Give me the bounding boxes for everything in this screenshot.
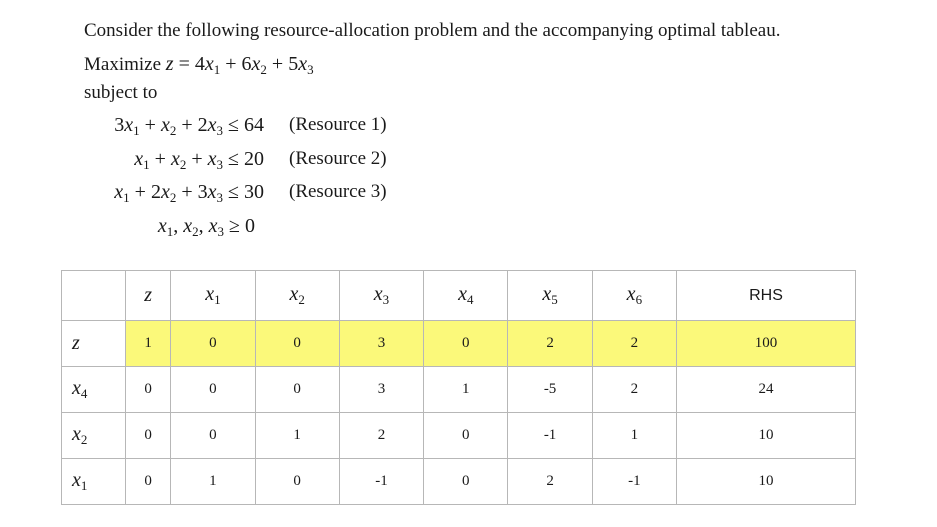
optimal-tableau bbox=[61, 270, 856, 505]
cell: 2 bbox=[592, 321, 676, 367]
header-x5: $x_5$ bbox=[508, 271, 592, 321]
cell: 0 bbox=[171, 321, 255, 367]
cell: 1 bbox=[592, 413, 676, 459]
cell: -1 bbox=[508, 413, 592, 459]
constraint-1-label: (Resource 1) bbox=[289, 114, 387, 135]
cell: 3 bbox=[339, 321, 423, 367]
constraint-2-label: (Resource 2) bbox=[289, 148, 387, 169]
basic-var-z: z bbox=[62, 321, 126, 367]
constraint-2-expression: $x_1 + x_2 + x_3 \le 20$ bbox=[134, 148, 264, 172]
cell: 2 bbox=[339, 413, 423, 459]
cell: 1 bbox=[171, 459, 255, 505]
basic-var-x1: $x_1$ bbox=[62, 459, 126, 505]
cell: 0 bbox=[424, 321, 508, 367]
cell: 0 bbox=[126, 367, 171, 413]
header-x1: $x_1$ bbox=[171, 271, 255, 321]
objective-var: z bbox=[165, 53, 174, 75]
cell: 0 bbox=[255, 459, 339, 505]
table-row-x2 bbox=[62, 413, 856, 459]
header-x4: $x_4$ bbox=[424, 271, 508, 321]
constraint-1-expression: $3x_1 + x_2 + 2x_3 \le 64$ bbox=[114, 114, 264, 138]
rhs-label: RHS bbox=[749, 286, 783, 304]
cell: -1 bbox=[339, 459, 423, 505]
cell: -1 bbox=[592, 459, 676, 505]
cell: 100 bbox=[677, 321, 856, 367]
header-rhs bbox=[677, 271, 856, 321]
constraint-2 bbox=[0, 145, 937, 173]
cell: 0 bbox=[424, 459, 508, 505]
header-x6: $x_6$ bbox=[592, 271, 676, 321]
cell: 1 bbox=[126, 321, 171, 367]
cell: 2 bbox=[508, 459, 592, 505]
cell: 0 bbox=[255, 367, 339, 413]
cell: 24 bbox=[677, 367, 856, 413]
cell: 0 bbox=[171, 367, 255, 413]
table-row-x1 bbox=[62, 459, 856, 505]
cell: 0 bbox=[255, 321, 339, 367]
non-negativity-constraint bbox=[0, 212, 937, 240]
cell: 10 bbox=[677, 459, 856, 505]
objective-expression: $z = 4x_1 + 6x_2 + 5x_3$ bbox=[165, 53, 314, 77]
cell: 3 bbox=[339, 367, 423, 413]
cell: 0 bbox=[171, 413, 255, 459]
cell: 2 bbox=[508, 321, 592, 367]
cell: 1 bbox=[424, 367, 508, 413]
constraint-3 bbox=[0, 178, 937, 206]
cell: 2 bbox=[592, 367, 676, 413]
basic-var-x2: $x_2$ bbox=[62, 413, 126, 459]
constraint-3-label: (Resource 3) bbox=[289, 181, 387, 202]
header-x3: $x_3$ bbox=[339, 271, 423, 321]
constraint-3-expression: $x_1 + 2x_2 + 3x_3 \le 30$ bbox=[114, 181, 264, 205]
cell: 0 bbox=[126, 459, 171, 505]
header-z: z bbox=[126, 271, 171, 321]
header-corner-cell bbox=[62, 271, 126, 321]
cell: -5 bbox=[508, 367, 592, 413]
cell: 1 bbox=[255, 413, 339, 459]
table-row-z bbox=[62, 321, 856, 367]
table-row-x4 bbox=[62, 367, 856, 413]
header-x2: $x_2$ bbox=[255, 271, 339, 321]
subject-to-label: subject to bbox=[84, 82, 158, 103]
problem-intro: Consider the following resource-allocation problem and the accompanying optimal tableau. bbox=[84, 20, 781, 41]
cell: 0 bbox=[424, 413, 508, 459]
cell: 10 bbox=[677, 413, 856, 459]
objective-prefix: Maximize bbox=[84, 54, 162, 75]
cell: 0 bbox=[126, 413, 171, 459]
tableau-header-row bbox=[62, 271, 856, 321]
non-negativity-expression: $x_1$, $x_2$, $x_3 \ge 0$ bbox=[157, 215, 255, 239]
constraint-1 bbox=[0, 111, 937, 139]
basic-var-x4: $x_4$ bbox=[62, 367, 126, 413]
